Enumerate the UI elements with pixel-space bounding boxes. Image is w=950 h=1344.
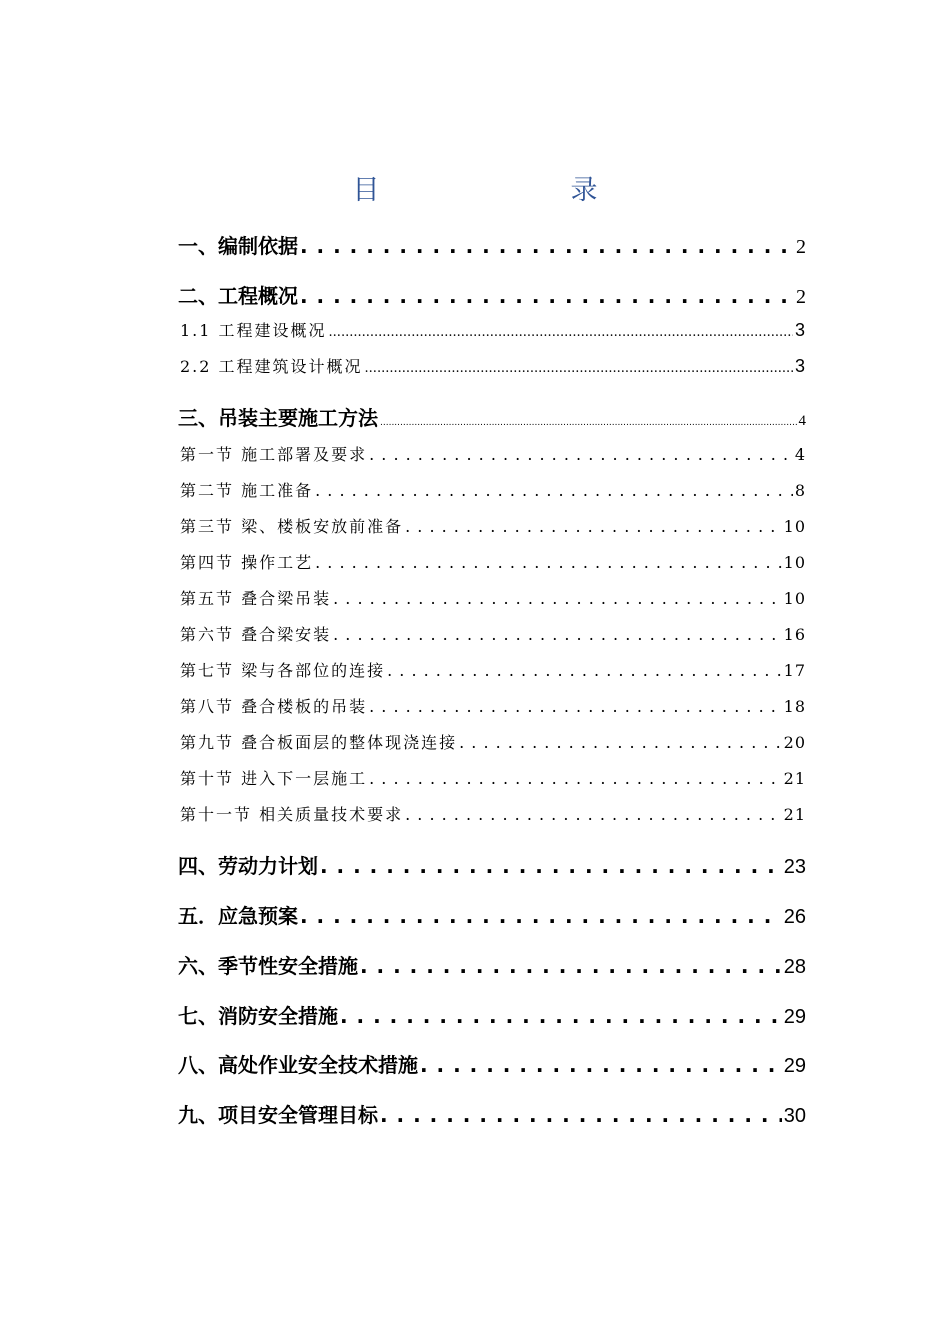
dot-leader [405, 805, 782, 824]
toc-entry[interactable] [180, 766, 806, 789]
toc-entry-label: 七、消防安全措施 [178, 1004, 338, 1028]
toc-entry-label: 第一节 施工部署及要求 [180, 445, 368, 464]
dot-leader [329, 321, 793, 340]
toc-entry[interactable] [180, 354, 806, 377]
toc-entry[interactable] [178, 1049, 806, 1078]
toc-entry[interactable] [180, 318, 806, 341]
toc-entry[interactable] [180, 514, 806, 537]
toc-entry[interactable] [180, 622, 806, 645]
toc-entry-label: 九、项目安全管理目标 [178, 1103, 378, 1127]
toc-entry[interactable] [180, 730, 806, 753]
toc-entry-page: 17 [783, 661, 806, 680]
dot-leader [459, 733, 782, 752]
toc-entry-label: 2.2 工程建筑设计概况 [180, 357, 363, 376]
dot-leader [300, 904, 782, 928]
toc-entry[interactable] [180, 442, 806, 465]
dot-leader [360, 954, 782, 978]
dot-leader [369, 697, 782, 716]
dot-leader [333, 625, 782, 644]
toc-entry[interactable] [178, 900, 806, 929]
dot-leader [300, 234, 794, 258]
toc-entry[interactable] [180, 586, 806, 609]
toc-entry-page: 4 [798, 413, 806, 429]
toc-entry-page: 26 [783, 906, 806, 928]
toc-entry-label: 第三节 梁、楼板安放前准备 [180, 517, 404, 536]
toc-entry-label: 六、季节性安全措施 [178, 954, 358, 978]
toc-entry[interactable] [180, 658, 806, 681]
toc-entry[interactable] [180, 550, 806, 573]
toc-entry[interactable] [180, 478, 806, 501]
toc-entry-label: 第九节 叠合板面层的整体现浇连接 [180, 733, 458, 752]
toc-entry-page: 23 [783, 856, 806, 878]
toc-entry-page: 8 [794, 481, 806, 500]
dot-leader [369, 445, 793, 464]
toc-entry-page: 2 [796, 236, 806, 258]
dot-leader [340, 1004, 782, 1028]
toc-entry-label: 五．应急预案 [178, 904, 298, 928]
toc-entry-label: 第二节 施工准备 [180, 481, 314, 500]
toc-entry[interactable] [180, 694, 806, 717]
dot-leader [369, 769, 782, 788]
toc-entry-page: 2 [796, 286, 806, 308]
dot-leader [380, 406, 797, 430]
dot-leader [315, 481, 793, 500]
toc-entry-page: 4 [794, 445, 806, 464]
dot-leader [420, 1053, 782, 1077]
toc-entry-page: 10 [783, 589, 806, 608]
toc-entry[interactable] [178, 1099, 806, 1128]
toc-entry-label: 第四节 操作工艺 [180, 553, 314, 572]
toc-entry[interactable] [178, 1000, 806, 1029]
toc-entry-label: 第八节 叠合楼板的吊装 [180, 697, 368, 716]
dot-leader [380, 1103, 782, 1127]
toc-entry-page: 10 [783, 517, 806, 536]
dot-leader [387, 661, 782, 680]
toc-entry-page: 28 [783, 956, 806, 978]
toc-entry-label: 1.1 工程建设概况 [180, 321, 327, 340]
dot-leader [300, 284, 794, 308]
toc-entry-label: 二、工程概况 [178, 284, 298, 308]
toc-entry-label: 四、劳动力计划 [178, 854, 318, 878]
toc-entry-page: 10 [783, 553, 806, 572]
toc-title: 目 录 [352, 175, 680, 206]
toc-entry[interactable] [178, 950, 806, 979]
toc-entry-page: 29 [783, 1006, 806, 1028]
toc-entry-label: 第十一节 相关质量技术要求 [180, 805, 404, 824]
dot-leader [320, 854, 782, 878]
toc-entry-page: 29 [783, 1055, 806, 1077]
toc-entry-label: 第五节 叠合梁吊装 [180, 589, 332, 608]
dot-leader [315, 553, 782, 572]
toc-entry-page: 20 [783, 733, 806, 752]
toc-entry-label: 一、编制依据 [178, 234, 298, 258]
toc-entry-page: 30 [783, 1105, 806, 1127]
toc-entry[interactable] [178, 850, 806, 879]
toc-entry-label: 第六节 叠合梁安装 [180, 625, 332, 644]
toc-entry-page: 18 [783, 697, 806, 716]
toc-entry-label: 第七节 梁与各部位的连接 [180, 661, 386, 680]
dot-leader [333, 589, 782, 608]
toc-entry[interactable] [178, 402, 806, 431]
toc-entry-page: 16 [783, 625, 806, 644]
toc-entry-page: 21 [783, 769, 806, 788]
toc-entry-page: 21 [783, 805, 806, 824]
toc-entry[interactable] [180, 802, 806, 825]
toc-entry-label: 八、高处作业安全技术措施 [178, 1053, 418, 1077]
toc-entry-page: 3 [794, 320, 806, 340]
toc-entry[interactable] [178, 280, 806, 309]
dot-leader [405, 517, 782, 536]
dot-leader [365, 357, 793, 376]
toc-entry-label: 第十节 进入下一层施工 [180, 769, 368, 788]
toc-entry-label: 三、吊装主要施工方法 [178, 406, 378, 430]
toc-entry-page: 3 [794, 356, 806, 376]
toc-entry[interactable] [178, 230, 806, 259]
